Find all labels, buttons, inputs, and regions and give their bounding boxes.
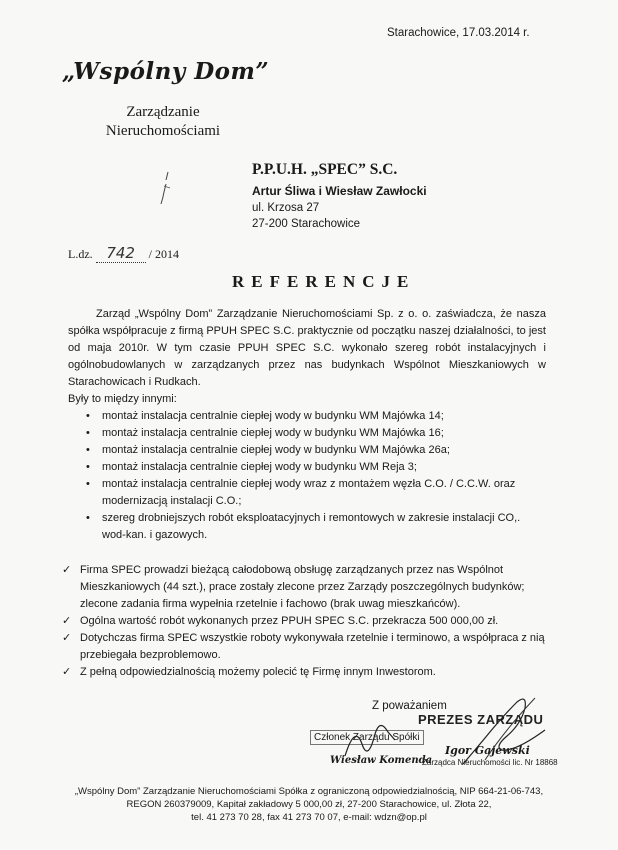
check-item: ✓ Ogólna wartość robót wykonanych przez PPUH SPEC S.C. przekracza 500 000,00 zł. xyxy=(62,613,546,630)
summary-checklist xyxy=(62,562,546,681)
check-item: ✓ Firma SPEC prowadzi bieżącą całodobową obsługę zarządzanych przez nas Wspólnot Mieszkaniowych (44 szt.), prace zostały zlecone przez Zarządy poszczególnych budynków; zlecone zadania firma wypełnia rzetelnie i fachowo (brak uwag mieszkańców). xyxy=(62,564,525,610)
reference-number xyxy=(68,244,179,263)
list-item: • montaż instalacja centralnie ciepłej wody w budynku WM Reja 3; xyxy=(68,459,546,476)
reference-prefix: L.dz. xyxy=(68,247,93,261)
bullet-icon: • xyxy=(86,410,90,422)
bullet-icon: • xyxy=(86,444,90,456)
checkmark-icon: ✓ xyxy=(62,666,72,678)
company-footer xyxy=(40,785,578,824)
checkmark-icon: ✓ xyxy=(62,564,72,576)
recipient-address xyxy=(252,161,427,234)
closing-phrase: Z poważaniem xyxy=(372,700,447,712)
checkmark-icon: ✓ xyxy=(62,615,72,627)
sender-logo-name: „Wspólny Dom” xyxy=(62,58,270,85)
board-member-stamp: Członek Zarządu Spółki xyxy=(310,730,424,745)
list-item: • montaż instalacja centralnie ciepłej wody wraz z montażem węzła C.O. / C.C.W. oraz modernizacją instalacji C.O.; xyxy=(86,478,516,507)
list-item: • montaż instalacja centralnie ciepłej wody w budynku WM Majówka 16; xyxy=(68,425,546,442)
recipient-city: 27-200 Starachowice xyxy=(252,218,361,230)
signature-icon xyxy=(455,690,555,770)
recipient-names: Artur Śliwa i Wiesław Zawłocki xyxy=(252,184,427,198)
president-name: Igor Gajewski xyxy=(445,744,530,757)
letter-body xyxy=(68,306,546,544)
president-stamp: PREZES ZARZĄDU xyxy=(418,712,544,727)
bullet-icon: • xyxy=(86,512,90,524)
checkmark-icon: ✓ xyxy=(62,632,72,644)
footer-line-2: REGON 260379009, Kapitał zakładowy 5 000,00 zł, 27-200 Starachowice, ul. Złota 22, xyxy=(126,799,492,810)
intro-paragraph: Zarząd „Wspólny Dom” Zarządzanie Nieruchomościami Sp. z o. o. zaświadcza, że nasza spółka współpracuje z firmą PPUH SPEC S.C. praktycznie od początku naszej działalności, to jest od maja 2010r. W tym czasie PPUH SPEC S.C. wykonało szereg robót instalacyjnych i ogólnobudowlanych w zarządzanych przez nas budynkach Wspólnot Mieszkaniowych w Starachowicach i Rudkach. xyxy=(68,308,546,388)
president-license: Zarządca Nieruchomości lic. Nr 18868 xyxy=(422,758,558,767)
check-item: ✓ Z pełną odpowiedzialnością możemy polecić tę Firmę innym Inwestorom. xyxy=(62,664,546,681)
sender-subtitle xyxy=(98,103,228,141)
list-heading: Były to między innymi: xyxy=(68,393,177,405)
recipient-street: ul. Krzosa 27 xyxy=(252,202,320,214)
reference-handwritten-number: 742 xyxy=(96,244,146,263)
list-item: • montaż instalacja centralnie ciepłej wody w budynku WM Majówka 14; xyxy=(68,408,546,425)
sender-subtitle-line-1: Zarządzanie xyxy=(126,104,200,120)
board-member-name: Wiesław Komenda xyxy=(330,755,433,766)
footer-line-1: „Wspólny Dom” Zarządzanie Nieruchomościami Spółka z ograniczoną odpowiedzialnością, NIP 664-21-06-743, xyxy=(74,786,544,797)
list-item: • montaż instalacja centralnie ciepłej wody w budynku WM Majówka 26a; xyxy=(68,442,546,459)
sender-subtitle-line-2: Nieruchomościami xyxy=(105,123,221,139)
footer-line-3: tel. 41 273 70 28, fax 41 273 70 07, e-mail: wdzn@op.pl xyxy=(191,812,427,823)
signature-icon xyxy=(340,714,400,764)
bullet-icon: • xyxy=(86,478,90,490)
recipient-company: P.P.U.H. „SPEC” S.C. xyxy=(252,161,398,178)
handwritten-mark xyxy=(158,170,174,206)
bullet-icon: • xyxy=(86,427,90,439)
reference-suffix: / 2014 xyxy=(148,247,179,261)
bullet-icon: • xyxy=(86,461,90,473)
list-item: • szereg drobniejszych robót eksploatacyjnych i remontowych w zakresie instalacji CO,. wod-kan. i gazowych. xyxy=(86,512,521,541)
check-item: ✓ Dotychczas firma SPEC wszystkie roboty wykonywała rzetelnie i terminowo, a współpraca z nią przebiegała bezproblemowo. xyxy=(62,632,545,661)
document-title: REFERENCJE xyxy=(232,272,416,291)
works-list xyxy=(68,408,546,544)
letter-date: Starachowice, 17.03.2014 r. xyxy=(387,27,530,39)
